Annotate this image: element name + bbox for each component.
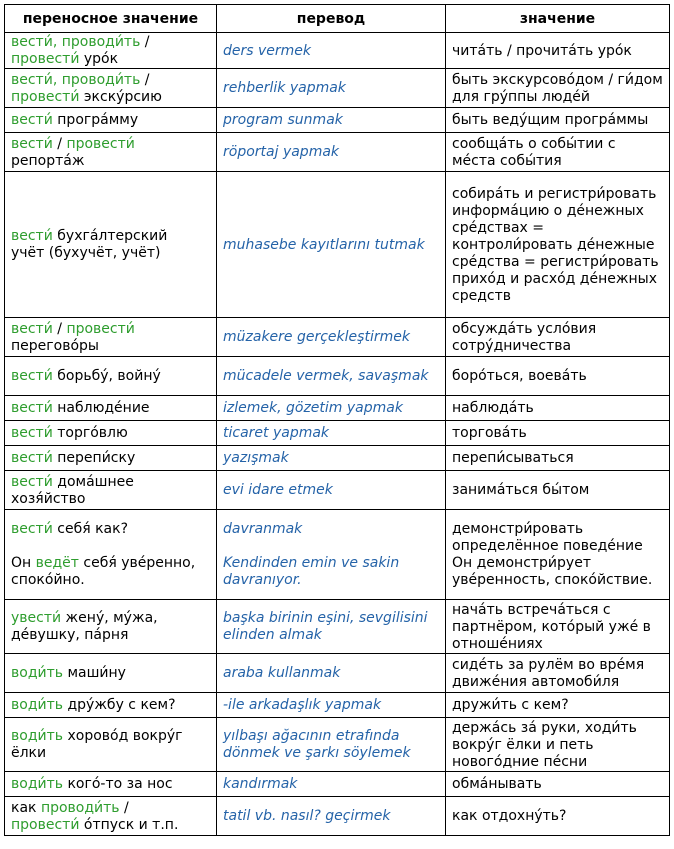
verb-highlight: провести́ [11,816,80,833]
phrase-cell: вести́ наблюде́ние [5,396,217,421]
table-row [5,318,670,357]
table-row [5,108,670,133]
meaning-cell: собира́ть и регистри́ровать информа́цию о де́нежных сре́дствах = контроли́ровать де́нежные сре́дства = регистри́ровать прихо́д и расхо́д де́нежных средств [446,172,670,318]
meaning-cell: боро́ться, воева́ть [446,357,670,396]
translation-cell: kandırmak [217,772,446,797]
table-row [5,654,670,693]
verb-highlight: вести́ [11,521,53,537]
verb-highlight: провести́ [66,320,135,337]
meaning-cell: занима́ться бы́том [446,471,670,510]
translation-cell: davranmak Kendinden emin ve sakin davranıyor. [217,510,446,600]
verb-highlight: провести́ [11,88,80,105]
phrase-cell: как проводи́ть / провести́ о́тпуск и т.п. [5,797,217,836]
verb-highlight: води́ть [11,697,64,713]
translation-cell: araba kullanmak [217,654,446,693]
verb-highlight: вести́, проводи́ть [11,71,141,88]
table-row [5,471,670,510]
phrase-cell: вести́ дома́шнее хозя́йство [5,471,217,510]
phrase-cell: вести́ борьбу́, войну́ [5,357,217,396]
verb-highlight: проводи́ть [40,799,120,816]
translation-cell: röportaj yapmak [217,133,446,172]
meaning-cell: сиде́ть за рулём во вре́мя движе́ния автомоби́ля [446,654,670,693]
meaning-cell: как отдохну́ть? [446,797,670,836]
table-row [5,357,670,396]
table-body [5,33,670,836]
verb-highlight: ведёт [35,555,79,571]
phrase-cell: вести́ / провести́ репорта́ж [5,133,217,172]
verb-highlight: провести́ [66,135,135,152]
meaning-cell: перепи́сываться [446,446,670,471]
meaning-cell: нача́ть встреча́ться с партнёром, кото́рый уже́ в отноше́ниях [446,600,670,654]
table-row [5,718,670,772]
phrase-cell: води́ть маши́ну [5,654,217,693]
vocabulary-table [4,4,670,836]
verb-highlight: води́ть [11,728,64,744]
header-figurative-meaning: переносное значение [5,5,217,33]
phrase-cell: вести́ / провести́ перегово́ры [5,318,217,357]
translation-cell: müzakere gerçekleştirmek [217,318,446,357]
meaning-cell: быть веду́щим програ́ммы [446,108,670,133]
table-row [5,396,670,421]
translation-cell: izlemek, gözetim yapmak [217,396,446,421]
meaning-cell: сообща́ть о собы́тии с ме́ста собы́тия [446,133,670,172]
translation-cell: rehberlik yapmak [217,69,446,108]
meaning-cell: демонстри́ровать определённое поведе́ние Он демонстри́рует уве́ренность, споко́йствие. [446,510,670,600]
phrase-cell: води́ть хорово́д вокру́г ёлки [5,718,217,772]
header-meaning: значение [446,5,670,33]
translation-cell: başka birinin eşini, sevgilisini elinden almak [217,600,446,654]
table-row [5,772,670,797]
translation-cell: tatil vb. nasıl? geçirmek [217,797,446,836]
verb-highlight: вести́, проводи́ть [11,34,141,50]
verb-highlight: увести́ [11,610,62,626]
verb-highlight: води́ть [11,776,64,792]
header-translation: перевод [217,5,446,33]
translation-cell: yılbaşı ağacının etrafında dönmek ve şarkı söylemek [217,718,446,772]
meaning-cell: дружи́ть с кем? [446,693,670,718]
header-row [5,5,670,33]
meaning-cell: обсужда́ть усло́вия сотру́дничества [446,318,670,357]
table-row [5,510,670,600]
verb-highlight: вести́ [11,112,53,128]
translation-cell: evi idare etmek [217,471,446,510]
verb-highlight: провести́ [11,51,80,67]
table-row [5,421,670,446]
table-row [5,797,670,836]
meaning-cell: обма́нывать [446,772,670,797]
table-row [5,446,670,471]
meaning-cell: держа́сь за́ руки, ходи́ть вокру́г ёлки и петь нового́дние пе́сни [446,718,670,772]
phrase-cell: вести́ програ́мму [5,108,217,133]
table-row [5,133,670,172]
translation-cell: ticaret yapmak [217,421,446,446]
verb-highlight: вести́ [11,450,53,466]
phrase-cell: води́ть кого́-то за нос [5,772,217,797]
meaning-cell: быть экскурсово́дом / ги́дом для гру́ппы люде́й [446,69,670,108]
phrase-cell: вести́ перепи́ску [5,446,217,471]
verb-highlight: води́ть [11,665,64,681]
phrase-cell: вести́, проводи́ть / провести́ уро́к [5,33,217,69]
translation-cell: program sunmak [217,108,446,133]
meaning-cell: чита́ть / прочита́ть уро́к [446,33,670,69]
translation-cell: muhasebe kayıtlarını tutmak [217,172,446,318]
phrase-cell: вести́, проводи́ть / провести́ экску́рсию [5,69,217,108]
verb-highlight: вести́ [11,368,53,384]
phrase-cell: води́ть дру́жбу с кем? [5,693,217,718]
verb-highlight: вести́ [11,228,53,244]
translation-cell: yazışmak [217,446,446,471]
phrase-cell: увести́ жену́, му́жа, де́вушку, па́рня [5,600,217,654]
translation-cell: -ile arkadaşlık yapmak [217,693,446,718]
verb-highlight: вести́ [11,473,53,490]
table-row [5,69,670,108]
table-row [5,693,670,718]
phrase-cell: вести́ торго́влю [5,421,217,446]
translation-cell: ders vermek [217,33,446,69]
verb-highlight: вести́ [11,400,53,416]
phrase-cell: вести́ бухга́лтерский учёт (бухучёт, учёт) [5,172,217,318]
verb-highlight: вести́ [11,320,53,337]
verb-highlight: вести́ [11,425,53,441]
table-row [5,172,670,318]
table-row [5,33,670,69]
verb-highlight: вести́ [11,135,53,152]
table-row [5,600,670,654]
meaning-cell: наблюда́ть [446,396,670,421]
table-header [5,5,670,33]
meaning-cell: торгова́ть [446,421,670,446]
phrase-cell: вести́ себя́ как? Он ведёт себя́ уве́ренно, споко́йно. [5,510,217,600]
translation-cell: mücadele vermek, savaşmak [217,357,446,396]
